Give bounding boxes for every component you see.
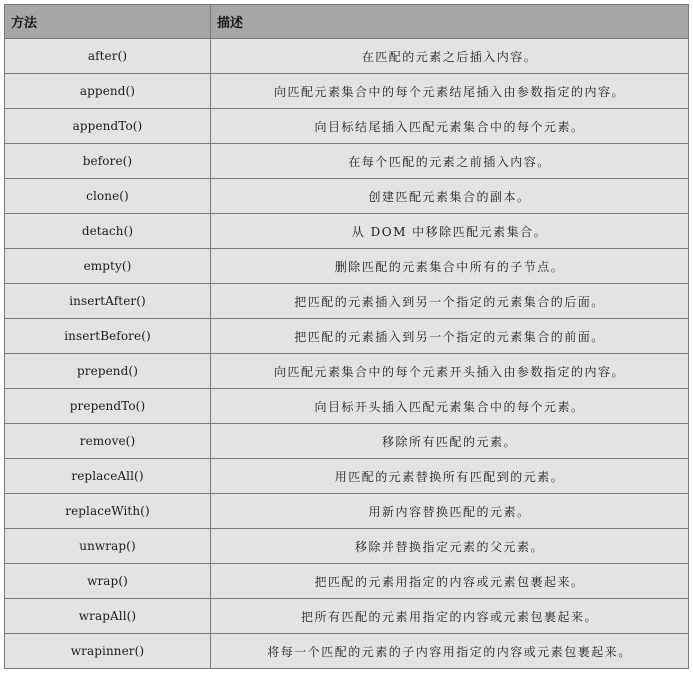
header-description: 描述 (211, 5, 689, 39)
table-row (5, 214, 689, 249)
method-cell: unwrap() (5, 529, 211, 564)
methods-table (4, 4, 689, 669)
description-cell: 向目标开头插入匹配元素集合中的每个元素。 (211, 389, 689, 424)
description-cell: 用匹配的元素替换所有匹配到的元素。 (211, 459, 689, 494)
description-cell: 把匹配的元素用指定的内容或元素包裹起来。 (211, 564, 689, 599)
table-row (5, 424, 689, 459)
method-cell: replaceAll() (5, 459, 211, 494)
method-cell: insertAfter() (5, 284, 211, 319)
table-row (5, 319, 689, 354)
header-method: 方法 (5, 5, 211, 39)
method-cell: remove() (5, 424, 211, 459)
method-cell: insertBefore() (5, 319, 211, 354)
table-row (5, 179, 689, 214)
method-cell: prependTo() (5, 389, 211, 424)
description-cell: 向匹配元素集合中的每个元素结尾插入由参数指定的内容。 (211, 74, 689, 109)
method-cell: append() (5, 74, 211, 109)
table-row (5, 39, 689, 74)
method-cell: empty() (5, 249, 211, 284)
description-cell: 用新内容替换匹配的元素。 (211, 494, 689, 529)
description-cell: 移除所有匹配的元素。 (211, 424, 689, 459)
method-cell: prepend() (5, 354, 211, 389)
table-row (5, 284, 689, 319)
table-row (5, 634, 689, 669)
description-cell: 把匹配的元素插入到另一个指定的元素集合的后面。 (211, 284, 689, 319)
method-cell: replaceWith() (5, 494, 211, 529)
description-cell: 把所有匹配的元素用指定的内容或元素包裹起来。 (211, 599, 689, 634)
description-cell: 向目标结尾插入匹配元素集合中的每个元素。 (211, 109, 689, 144)
method-cell: after() (5, 39, 211, 74)
description-cell: 创建匹配元素集合的副本。 (211, 179, 689, 214)
description-cell: 把匹配的元素插入到另一个指定的元素集合的前面。 (211, 319, 689, 354)
methods-table-container (4, 4, 688, 669)
table-body (5, 39, 689, 669)
table-row (5, 109, 689, 144)
table-row (5, 389, 689, 424)
table-row (5, 564, 689, 599)
table-header-row (5, 5, 689, 39)
table-row (5, 529, 689, 564)
method-cell: wrapinner() (5, 634, 211, 669)
method-cell: appendTo() (5, 109, 211, 144)
description-cell: 向匹配元素集合中的每个元素开头插入由参数指定的内容。 (211, 354, 689, 389)
table-row (5, 459, 689, 494)
table-row (5, 144, 689, 179)
method-cell: clone() (5, 179, 211, 214)
method-cell: before() (5, 144, 211, 179)
method-cell: detach() (5, 214, 211, 249)
table-row (5, 354, 689, 389)
method-cell: wrapAll() (5, 599, 211, 634)
description-cell: 将每一个匹配的元素的子内容用指定的内容或元素包裹起来。 (211, 634, 689, 669)
description-cell: 在匹配的元素之后插入内容。 (211, 39, 689, 74)
description-cell: 删除匹配的元素集合中所有的子节点。 (211, 249, 689, 284)
description-cell: 从 DOM 中移除匹配元素集合。 (211, 214, 689, 249)
table-row (5, 494, 689, 529)
table-row (5, 249, 689, 284)
method-cell: wrap() (5, 564, 211, 599)
description-cell: 在每个匹配的元素之前插入内容。 (211, 144, 689, 179)
table-row (5, 599, 689, 634)
table-row (5, 74, 689, 109)
description-cell: 移除并替换指定元素的父元素。 (211, 529, 689, 564)
